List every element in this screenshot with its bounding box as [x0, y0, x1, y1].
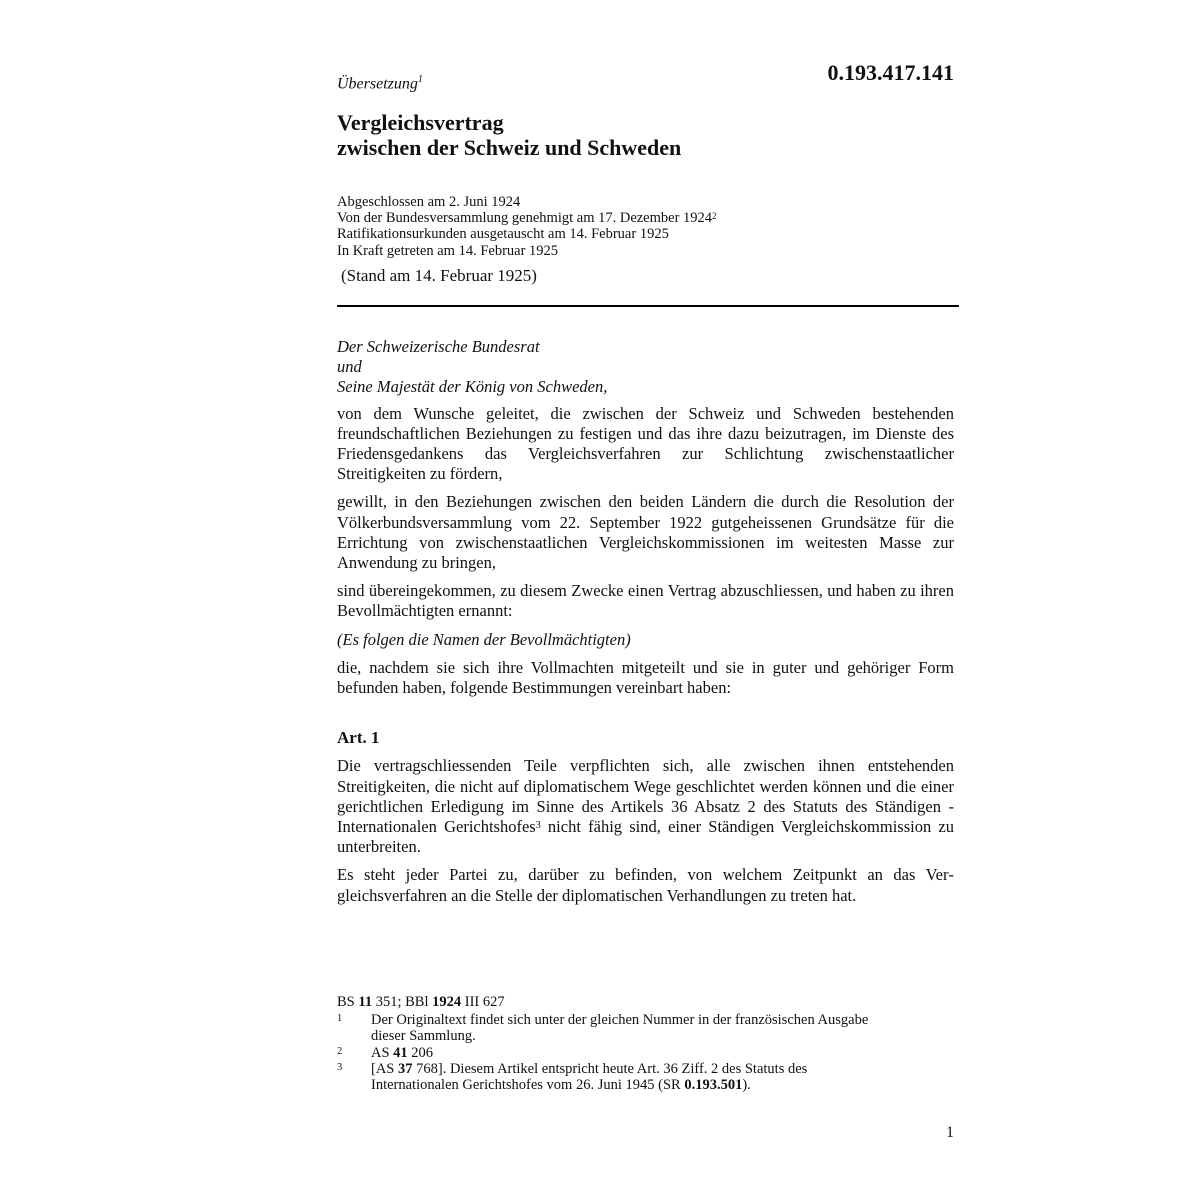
footnote-ref-3[interactable]: 3 — [535, 820, 541, 832]
title-line-2: zwischen der Schweiz und Schweden — [337, 135, 682, 160]
in-force-date: In Kraft getreten am 14. Februar 1925 — [337, 242, 559, 259]
document-body — [337, 337, 954, 914]
preamble-paragraph-2: gewillt, in den Beziehungen zwischen den beiden Ländern die durch die Resolution der Völkerbundsversammlung vom 22. September 1922 gutgeheissenen Grundsätze für die Errichtung von zwischenstaatlichen Vergleichskommissionen im weitesten Masse zur Anwendung zu bringen, — [337, 492, 954, 573]
title-line-1: Vergleichsvertrag — [337, 110, 504, 135]
footnote-3 — [337, 1061, 897, 1093]
party-sweden: Seine Majestät der König von Schweden, — [337, 377, 608, 397]
document-page — [337, 0, 959, 1200]
article-1-title: Art. 1 — [337, 728, 380, 748]
footnote-number: 1 — [337, 1013, 343, 1025]
source-reference: BS 11 351; BBl 1924 III 627 — [337, 994, 505, 1010]
footnote-1 — [337, 1012, 897, 1044]
footnote-ref-2[interactable]: 2 — [712, 211, 717, 222]
footnotes — [337, 994, 897, 1093]
preamble-paragraph-5: die, nachdem sie sich ihre Vollmachten mitgeteilt und sie in guter und gehöriger Form befunden haben, folgende Bestimmungen vereinbart haben: — [337, 657, 954, 698]
header-divider — [337, 305, 959, 307]
article-1-paragraph-1: Die vertragschliessenden Teile verpflichten sich, alle zwischen ihnen entstehenden Streitigkeiten, die nicht auf diplomatischem Wege geschlichtet werden können und die einer gerichtlichen Erledigung im Sinne des Artikels 36 Absatz 2 des Statuts des Ständigen -Internationalen Gerichtshofes$^3$ nicht fähig sind, einer Ständigen Vergleichskommission zu unterbreiten. — [337, 756, 954, 857]
party-conjunction: und — [337, 357, 362, 377]
status-date: (Stand am 14. Februar 1925) — [341, 266, 537, 285]
footnote-text: AS 41 206 — [371, 1044, 434, 1061]
article-1-paragraph-2: Es steht jeder Partei zu, darüber zu befinden, von welchem Zeitpunkt an das Vergleichsverfahren an die Stelle der diplomatischen Verhandlungen zu treten hat. — [337, 865, 954, 905]
party-switzerland: Der Schweizerische Bundesrat — [337, 337, 540, 356]
concluded-date: Abgeschlossen am 2. Juni 1924 — [337, 194, 521, 210]
approval-date: Von der Bundesversammlung genehmigt am 17. Dezember 1924$^2$ — [337, 210, 717, 227]
footnote-number: 3 — [337, 1061, 343, 1073]
translation-label: Übersetzung$^1$ — [337, 74, 423, 93]
page-number: 1 — [946, 1124, 954, 1141]
plenipotentiaries-note: (Es folgen die Namen der Bevollmächtigten) — [337, 629, 631, 649]
footnote-text: Der Originaltext findet sich unter der gleichen Nummer in der französischen Ausgabe dieser Sammlung. — [371, 1012, 869, 1045]
footnote-2 — [337, 1045, 897, 1061]
sr-number: 0.193.417.141 — [827, 60, 954, 85]
footnote-text: [AS 37 768]. Diesem Artikel entspricht heute Art. 36 Ziff. 2 des Statuts des Internationalen Gerichtshofes vom 26. Juni 1945 (SR 0.193.501). — [371, 1060, 808, 1094]
document-metadata — [337, 194, 717, 259]
footnote-number: 2 — [337, 1045, 343, 1057]
ratification-date: Ratifikationsurkunden ausgetauscht am 14. Februar 1925 — [337, 226, 669, 243]
document-title — [337, 110, 681, 160]
footnote-ref-1[interactable]: 1 — [417, 74, 423, 85]
preamble-paragraph-3: sind übereingekommen, zu diesem Zwecke einen Vertrag abzuschliessen, und haben zu ihren Bevollmächtigten ernannt: — [337, 581, 954, 621]
preamble-paragraph-1: von dem Wunsche geleitet, die zwischen der Schweiz und Schweden bestehenden freundschaftlichen Beziehungen zu festigen und das ihre dazu beizutragen, im Dienste des Friedensgedankens das Vergleichsverfahren zur Schlichtung zwischenstaatlicher Streitigkeiten zu fördern, — [337, 403, 954, 484]
